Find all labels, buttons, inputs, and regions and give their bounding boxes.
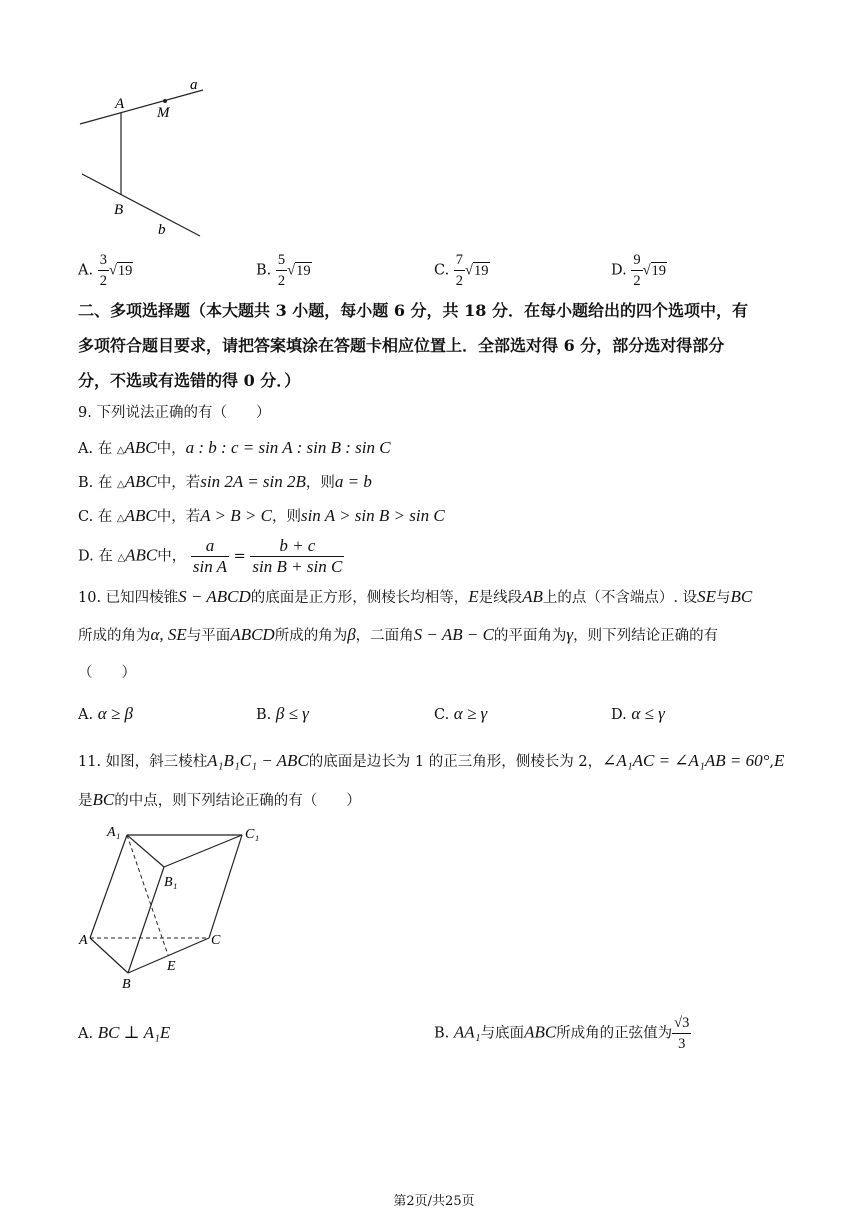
q8-option-d: D. $\frac{9}{2}$ √19 bbox=[611, 252, 667, 289]
label-M: M bbox=[157, 105, 170, 121]
line-a bbox=[80, 90, 203, 124]
section2-line2: 多项符合题目要求，请把答案填涂在答题卡相应位置上．全部选对得 6 分，部分选对得部分 bbox=[78, 336, 725, 355]
q10-option-b: B. β ≤ γ bbox=[256, 704, 309, 723]
label-E: E bbox=[167, 959, 176, 974]
label-B: B bbox=[122, 977, 131, 992]
page-footer: 第2页/共25页 bbox=[393, 1194, 475, 1209]
prism-figure bbox=[75, 820, 275, 995]
q10-line2: 所成的角为α, SE与平面ABCD所成的角为β，二面角S − AB − C的平面角为γ，则下列结论正确的有 bbox=[78, 625, 719, 644]
q9-stem: 9. 下列说法正确的有（ ） bbox=[78, 405, 271, 421]
label-b: b bbox=[158, 222, 166, 238]
q9-option-d: D. 在 △ABC中， $\frac{a}{\text{sin A}}$ = $\frac{b + c}{\text{sin B + sin C}}$ bbox=[78, 536, 343, 576]
q8-option-a: A. $\frac{3}{2}$ √19 bbox=[78, 252, 133, 289]
label-a: a bbox=[190, 77, 198, 93]
q10-line3: （ ） bbox=[78, 665, 136, 681]
q9-option-b: B. 在 △ABC中，若sin 2A = sin 2B，则a = b bbox=[78, 472, 372, 491]
q11-line1: 11. 如图，斜三棱柱A₁B₁C₁ − ABC的底面是边长为 1 的正三角形，侧棱长为 2，∠A₁AC = ∠A₁AB = 60°,E bbox=[78, 751, 785, 770]
q11-option-b: B. AA₁与底面ABC所成角的正弦值为 $\frac{√3}{3}$ bbox=[434, 1015, 690, 1052]
label-C: C bbox=[211, 933, 221, 948]
q9-option-c: C. 在 △ABC中，若A > B > C，则sin A > sin B > sin C bbox=[78, 506, 445, 525]
label-A: A bbox=[115, 96, 125, 112]
label-B1: B₁ bbox=[164, 875, 178, 890]
line-b bbox=[82, 174, 200, 236]
q11-line2: 是BC的中点，则下列结论正确的有（ ） bbox=[78, 790, 361, 809]
label-A: A bbox=[79, 933, 88, 948]
point-M bbox=[163, 99, 167, 103]
q8-option-c: C. $\frac{7}{2}$ √19 bbox=[434, 252, 489, 289]
label-A1: A₁ bbox=[107, 825, 121, 840]
q8-option-b: B. $\frac{5}{2}$ √19 bbox=[256, 252, 311, 289]
q11-option-a: A. BC ⊥ A₁E bbox=[78, 1023, 171, 1042]
section2-line3: 分，不选或有选错的得 0 分．） bbox=[78, 371, 301, 390]
q10-option-a: A. α ≥ β bbox=[78, 704, 133, 723]
q10-option-c: C. α ≥ γ bbox=[434, 704, 488, 723]
skew-lines-figure bbox=[70, 70, 220, 250]
q9-option-a: A. 在 △ABC中，a : b : c = sin A : sin B : sin C bbox=[78, 438, 391, 457]
label-B: B bbox=[114, 202, 124, 218]
section2-line1: 二、多项选择题（本大题共 3 小题，每小题 6 分，共 18 分．在每小题给出的四个选项中，有 bbox=[78, 301, 748, 320]
label-C1: C₁ bbox=[245, 827, 260, 842]
q10-line1: 10. 已知四棱锥S − ABCD的底面是正方形，侧棱长均相等，E是线段AB上的点（不含端点）. 设SE与BC bbox=[78, 587, 753, 606]
q10-option-d: D. α ≤ γ bbox=[611, 704, 665, 723]
